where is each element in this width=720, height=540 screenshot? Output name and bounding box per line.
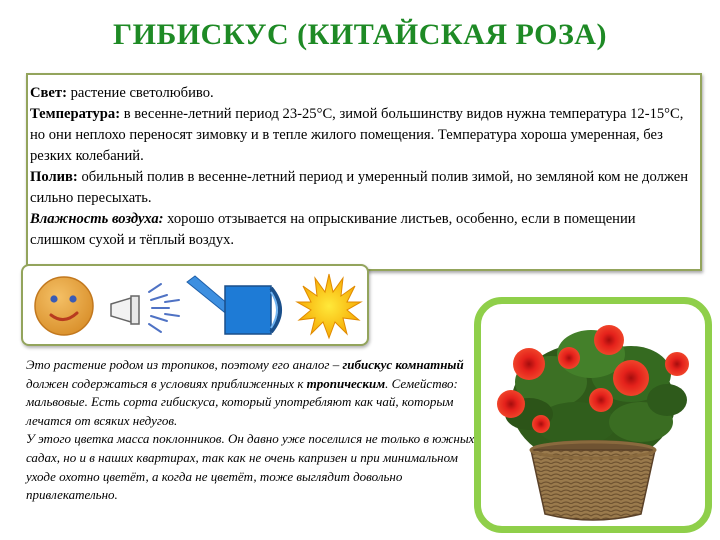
sun-icon (295, 272, 363, 340)
humidity-label: Влажность воздуха: (30, 211, 164, 227)
spray-icon (107, 278, 189, 338)
smiley-face-icon (33, 275, 95, 337)
watering-can-icon (185, 272, 295, 340)
watering-label: Полив: (30, 169, 78, 185)
temperature-text: в весенне-летний период 23-25°C, зимой большинству видов нужна температура 12-15°C, но они неплохо переносят зимовку и в тепле жилого помещения. Температура хороша умеренная, без резких колебаний. (30, 106, 684, 164)
hibiscus-photo-frame (474, 297, 712, 533)
desc-bold-2: тропическим (306, 375, 386, 391)
temperature-label: Температура: (30, 106, 121, 122)
page-title: ГИБИСКУС (КИТАЙСКАЯ РОЗА) (113, 18, 607, 51)
humidity-text: хорошо отзывается на опрыскивание листьев, особенно, если в помещении слишком сухой и тёплый воздух. (30, 211, 636, 248)
light-label: Свет: (30, 85, 67, 101)
care-icons-box (21, 264, 369, 346)
description-paragraph-2: У этого цветка масса поклонников. Он давно уже поселился не только в южных садах, но и в наших квартирах, так как не очень капризен и при минимальном уходе охотно цветёт, а когда не цветёт, тоже выглядит довольно привлекательно. (26, 431, 475, 503)
care-temperature (30, 104, 692, 167)
care-conditions-box (26, 73, 702, 271)
care-humidity (30, 209, 692, 251)
care-light (30, 83, 692, 104)
desc-bold-1: гибискус комнатный (342, 357, 464, 372)
plant-description (26, 356, 486, 505)
light-text: растение светолюбиво. (66, 85, 214, 101)
watering-text: обильный полив в весенне-летний период и умеренный полив зимой, но земляной ком не должен сильно пересыхать. (30, 169, 689, 206)
desc-text-3: . Семейство: мальвовые. Есть сорта гибискуса, который употребляют как чай, которым лечатся от всяких недугов. (26, 375, 458, 428)
care-watering (30, 167, 692, 209)
desc-text-1: Это растение родом из тропиков, поэтому его аналог – (26, 357, 343, 372)
desc-text-2: должен содержаться в условиях приближенных к (26, 375, 307, 391)
description-paragraph-1 (26, 356, 486, 430)
hibiscus-plant-image (481, 304, 705, 526)
wicker-basket (531, 440, 655, 520)
